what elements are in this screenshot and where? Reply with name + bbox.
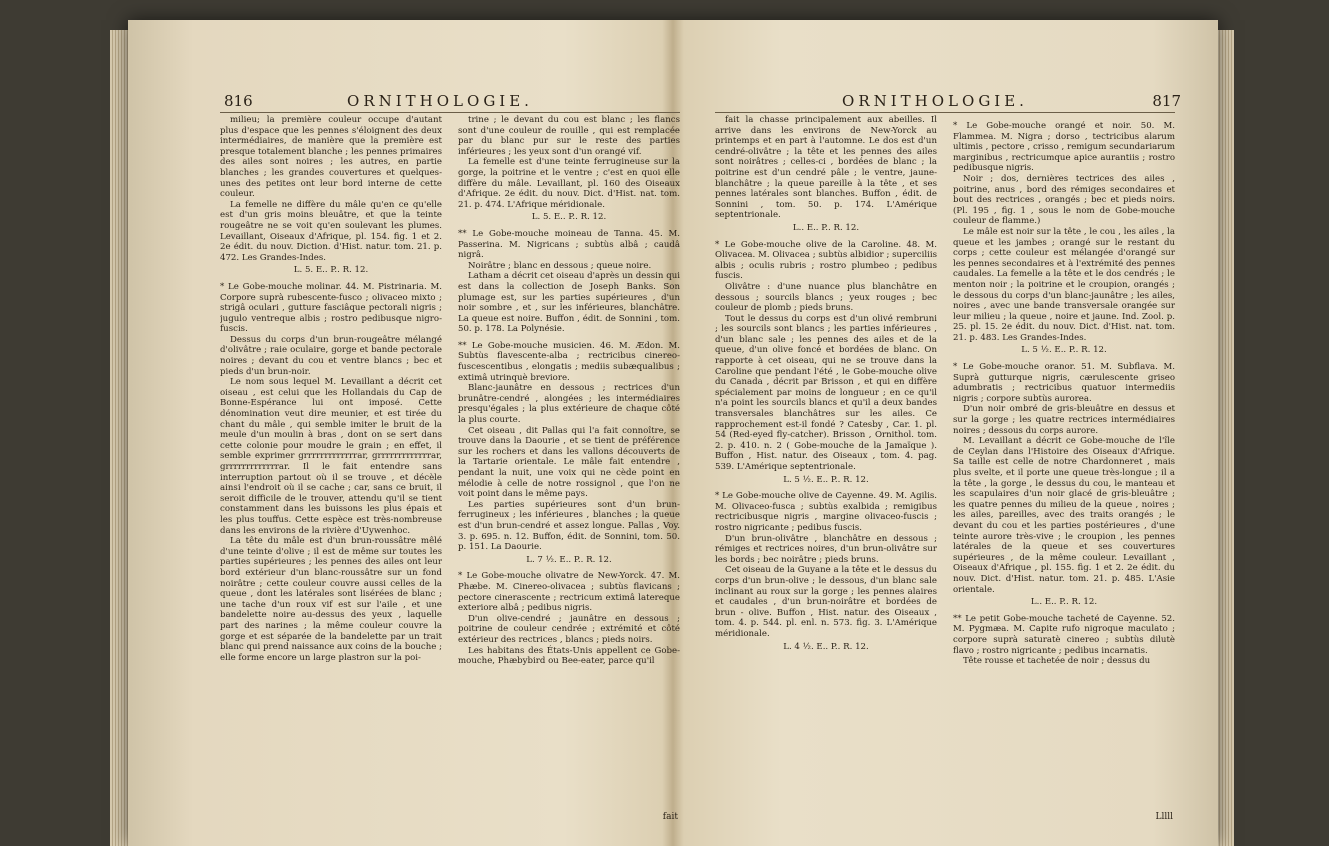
paragraph: Le mâle est noir sur la tête , le cou , les ailes , la queue et les jambes ; orangé sur le restant du corps ; cette couleur est mélangée d'orangé sur les pennes secondaires et à l'extrémité des pennes caudales. La femelle a la tête et le dos cendrés ; le menton noir ; la poitrine et le croupion, orangés ; le dessous du corps d'un blanc-jaunâtre ; les ailes, noires , avec une bande transversale orangée sur leur milieu ; la queue , noire et jaune. Ind. Zool. p. 25. pl. 15. 2e édit. du nouv. Dict. d'Hist. nat. tom. 21. p. 483. Les Grandes-Indes. — [953, 226, 1175, 343]
paragraph: La femelle ne diffère du mâle qu'en ce qu'elle est d'un gris moins bleuâtre, et que la teinte rougeâtre ne se voit qu'en soulevant les plumes. Levaillant, Oiseaux d'Afrique, pl. 154. fig. 1 et 2. 2e édit. du nouv. Diction. d'Hist. natur. tom. 21. p. 472. Les Grandes-Indes. — [220, 199, 442, 263]
species-entry-heading: ** Le Gobe-mouche moineau de Tanna. 45. M. Passerina. M. Nigricans ; subtùs albâ ; caudâ nigrâ. — [458, 228, 680, 261]
paragraph: D'un brun-olivâtre , blanchâtre en dessous ; rémiges et rectrices noires, d'un brun-olivâtre sur les bords ; bec noirâtre ; pieds bruns. — [715, 533, 937, 565]
paragraph: Dessus du corps d'un brun-rougeâtre mélangé d'olivâtre ; raie oculaire, gorge et bande pectorale noires ; devant du cou et ventre blancs ; bec et pieds d'un brun-noir. — [220, 334, 442, 377]
paragraph: Noirâtre ; blanc en dessous ; queue noire. — [468, 260, 652, 271]
left-page — [200, 0, 680, 826]
right-column-2 — [953, 115, 1175, 808]
measurement-line: L. 5. E.. P.. R. 12. — [531, 212, 607, 223]
right-signature-mark: Lllll — [1155, 812, 1173, 822]
paragraph: Latham a décrit cet oiseau d'après un dessin qui est dans la collection de Joseph Banks. Son plumage est, sur les parties supérieures , d'un noir sombre , et , sur les inférieures, blanchâtre. La queue est noire. Buffon , édit. de Sonnini , tom. 50. p. 178. La Polynésie. — [458, 271, 680, 335]
measurement-line: L.. E.. P.. R. 12. — [1030, 597, 1098, 608]
paragraph: Olivâtre : d'une nuance plus blanchâtre en dessous ; sourcils blancs ; yeux rouges ; bec couleur de plomb ; pieds bruns. — [715, 281, 937, 314]
right-running-title: ORNITHOLOGIE. — [842, 92, 1028, 110]
paragraph: Les habitans des États-Unis appellent ce Gobe-mouche, Phæbybird ou Bee-eater, parce qu'il — [458, 645, 680, 667]
measurement-line: L. 5. E.. P.. R. 12. — [293, 265, 369, 276]
paragraph: Blanc-jaunâtre en dessous ; rectrices d'un brunâtre-cendré , alongées ; les intermédiaires presqu'égales ; la plus extérieure de chaque côté la plus courte. — [458, 383, 680, 426]
paragraph: Tête rousse et tachetée de noir ; dessus du — [963, 656, 1151, 667]
right-running-head — [695, 92, 1181, 112]
species-entry-heading: * Le Gobe-mouche olivatre de New-Yorck. 47. M. Phæbe. M. Cinereo-olivacea ; subtùs flavicans ; pectore cinerascente ; rectricum extimâ latereque exteriore albâ ; pedibus nigris. — [458, 571, 680, 614]
measurement-line: L.. E.. P.. R. 12. — [792, 222, 860, 233]
paragraph: Les parties supérieures sont d'un brun-ferrugineux ; les inférieures , blanches ; la queue est d'un brun-cendré et assez longue. Pallas , Voy. 3. p. 695. n. 12. Buffon, édit. de Sonnini, tom. 50. p. 151. La Daourie. — [458, 499, 680, 553]
species-entry-heading: * Le Gobe-mouche oranor. 51. M. Subflava. M. Suprà gutturque nigris, cærulescente griseo adumbratis ; rectricibus quatuor intermediis nigris ; corpore subtùs aurorea. — [953, 362, 1175, 404]
paragraph: Le nom sous lequel M. Levaillant a décrit cet oiseau , est celui que les Hollandais du Cap de Bonne-Espérance lui ont imposé. Cette dénomination veut dire meunier, et est tirée du chant du mâle , qui semble imiter le bruit de la meule d'un moulin à bras , dont on se sert dans cette colonie pour moudre le grain ; en effet, il semble exprimer grrrrrrrrrrrrrar, grrrrrrrrrrrrrar, grrrrrrrrrrrrrar. Il le fait entendre sans interruption partout où il se trouve , et décèle ainsi l'endroit où il se cache ; car, sans ce bruit, il seroit difficile de le trouver, attendu qu'il se tient constamment dans les buissons les plus épais et les plus touffus. Cette espèce est très-nombreuse dans les environs de la rivière d'Uywenhoc. — [220, 377, 442, 536]
paragraph: Noir ; dos, dernières tectrices des ailes , poitrine, anus , bord des rémiges secondaires et bout des rectrices , orangés ; bec et pieds noirs. (Pl. 195 , fig. 1 , sous le nom de Gobe-mouche couleur de flamme.) — [953, 173, 1175, 227]
right-head-rule — [715, 112, 1175, 113]
right-page-number: 817 — [1152, 92, 1181, 110]
paragraph: trine ; le devant du cou est blanc ; les flancs sont d'une couleur de rouille , qui est remplacée par du blanc pur sur le reste des parties inférieures ; les yeux sont d'un orangé vif. — [458, 115, 680, 157]
left-head-rule — [220, 112, 680, 113]
right-page — [695, 0, 1181, 826]
left-running-head — [200, 92, 680, 112]
species-entry-heading: ** Le petit Gobe-mouche tacheté de Cayenne. 52. M. Pygmæa. M. Capite rufo nigroque maculato ; corpore suprà saturatè cinereo ; subtùs dilutè flavo ; rostro nigricante ; pedibus incarnatis. — [953, 613, 1175, 656]
paragraph: D'un noir ombré de gris-bleuâtre en dessus et sur la gorge ; les quatre rectrices intermédiaires noires ; dessous du corps aurore. — [953, 404, 1175, 436]
left-catchword: fait — [662, 812, 678, 822]
species-entry-heading: * Le Gobe-mouche olive de Cayenne. 49. M. Agilis. M. Olivaceo-fusca ; subtùs exalbida ; remigibus rectricibusque nigris , margine olivaceo-fuscis ; rostro nigricante ; pedibus fuscis. — [715, 491, 937, 533]
measurement-line: L. 7 ½. E.. P.. R. 12. — [526, 554, 612, 565]
paragraph: La tête du mâle est d'un brun-roussâtre mêlé d'une teinte d'olive ; il est de même sur toutes les parties supérieures ; les pennes des ailes ont leur bord extérieur d'un blanc-roussâtre sur un fond noirâtre ; cette couleur couvre aussi celles de la queue , dont les latérales sont lisérées de blanc ; une tache d'un roux vif est sur l'aile , et une bandelette noire au-dessus des yeux , laquelle part des narines ; la même couleur couvre la gorge et est séparée de la bandelette par un trait blanc qui prend naissance aux coins de la bouche ; elle forme encore un large plastron sur la poi- — [220, 536, 442, 663]
paragraph: Cet oiseau , dit Pallas qui l'a fait connoître, se trouve dans la Daourie , et se tient de préférence sur les rochers et dans les vallons découverts de la Tartarie orientale. Le mâle fait entendre , pendant la nuit, une voix qui ne cède point en mélodie à celle de notre rossignol , que l'on ne voit point dans le même pays. — [458, 425, 680, 500]
left-running-title: ORNITHOLOGIE. — [347, 92, 533, 110]
measurement-line: L. 5 ½. E.. P.. R. 12. — [1021, 345, 1107, 356]
left-column-1 — [220, 115, 442, 808]
paragraph: Tout le dessus du corps est d'un olivé rembruni ; les sourcils sont blancs ; les parties inférieures , d'un blanc sale ; les pennes des ailes et de la queue, d'un olive foncé et bordées de blanc. On rapporte à cet oiseau, qui ne se trouve dans la Caroline que pendant l'été , le Gobe-mouche olive du Canada , décrit par Brisson , et qui en diffère spécialement par moins de longueur ; en ce qu'il n'a point les sourcils blancs et qu'il a deux bandes transversales blanchâtres sur les ailes. Ce rapprochement est-il fondé ? Catesby , Car. 1. pl. 54 (Red-eyed fly-catcher). Brisson , Ornithol. tom. 2. p. 410. n. 2 ( Gobe-mouche de la Jamaïque ). Buffon , Hist. natur. des Oiseaux , tom. 4. pag. 539. L'Amérique septentrionale. — [715, 313, 937, 472]
paragraph: fait la chasse principalement aux abeilles. Il arrive dans les environs de New-Yorck au printemps et en part à l'automne. Le dos est d'un cendré-olivâtre ; la tête et les pennes des ailes sont noirâtres ; celles-ci , bordées de blanc ; la poitrine est d'un cendré pâle ; le ventre, jaune-blanchâtre ; la queue pareille à la tête , et ses pennes latérales sont blanches. Buffon , édit. de Sonnini , tom. 50. p. 174. L'Amérique septentrionale. — [715, 115, 937, 221]
left-column-2 — [458, 115, 680, 808]
paragraph: D'un olive-cendré ; jaunâtre en dessous ; poitrine de couleur cendrée ; extrémité et côté extérieur des rectrices , blancs ; pieds noirs. — [458, 613, 680, 645]
paragraph: milieu; la première couleur occupe d'autant plus d'espace que les pennes s'éloignent des deux intermédiaires, de manière que la première est presque totalement blanche ; les pennes primaires des ailes sont noires ; les autres, en partie blanches ; les grandes couvertures et quelques-unes des petites ont leur bord interne de cette couleur. — [220, 115, 442, 200]
measurement-line: L. 4 ½. E.. P.. R. 12. — [783, 641, 869, 652]
species-entry-heading: * Le Gobe-mouche orangé et noir. 50. M. Flammea. M. Nigra ; dorso , tectricibus alarum ultimis , pectore , crisso , remigum secundariarum marginibus , rectricumque apice aurantiis ; rostro pedibusque nigris. — [953, 121, 1175, 174]
species-entry-heading: * Le Gobe-mouche molinar. 44. M. Pistrinaria. M. Corpore suprà rubescente-fusco ; olivaceo mixto ; strigâ oculari , gutture fasciâque pectorali nigris ; jugulo ventreque albis ; rostro pedibusque nigro-fuscis. — [220, 281, 442, 335]
species-entry-heading: * Le Gobe-mouche olive de la Caroline. 48. M. Olivacea. M. Olivacea ; subtùs albidior ; superciliis albis ; oculis rubris ; rostro plumbeo ; pedibus fuscis. — [715, 239, 937, 282]
species-entry-heading: ** Le Gobe-mouche musicien. 46. M. Ædon. M. Subtùs flavescente-alba ; rectricibus cinereo-fuscescentibus , elongatis ; mediis subæqualibus ; extimâ utrinquè breviore. — [458, 340, 680, 383]
paragraph: La femelle est d'une teinte ferrugineuse sur la gorge, la poitrine et le ventre ; c'est en quoi elle diffère du mâle. Levaillant, pl. 160 des Oiseaux d'Afrique. 2e édit. du nouv. Dict. d'Hist. nat. tom. 21. p. 474. L'Afrique méridionale. — [458, 157, 680, 210]
measurement-line: L. 5 ½. E.. P.. R. 12. — [783, 474, 869, 485]
paragraph: M. Levaillant a décrit ce Gobe-mouche de l'île de Ceylan dans l'Histoire des Oiseaux d'Afrique. Sa taille est celle de notre Chardonneret , mais plus svelte, et il porte une queue très-longue ; il a la tête , la gorge , le dessus du cou, le manteau et les scapulaires d'un noir glacé de gris-bleuâtre ; les quatre pennes du milieu de la queue , noires ; les ailes, pareilles, avec des traits orangés ; le devant du cou et les parties postérieures , d'une teinte aurore très-vive ; le croupion , les pennes latérales de la queue et ses couvertures supérieures , de la même couleur. Levaillant , Oiseaux d'Afrique , pl. 155. fig. 1 et 2. 2e édit. du nouv. Dict. d'Hist. natur. tom. 21. p. 485. L'Asie orientale. — [953, 436, 1175, 595]
paragraph: Cet oiseau de la Guyane a la tête et le dessus du corps d'un brun-olive ; le dessous, d'un blanc sale inclinant au roux sur la gorge ; les pennes alaires et caudales , d'un brun-noirâtre et bordées de brun - olive. Buffon , Hist. natur. des Oiseaux , tom. 4. p. 544. pl. enl. n. 573. fig. 3. L'Amérique méridionale. — [715, 565, 937, 639]
left-page-number: 816 — [224, 92, 253, 110]
right-column-1 — [715, 115, 937, 808]
